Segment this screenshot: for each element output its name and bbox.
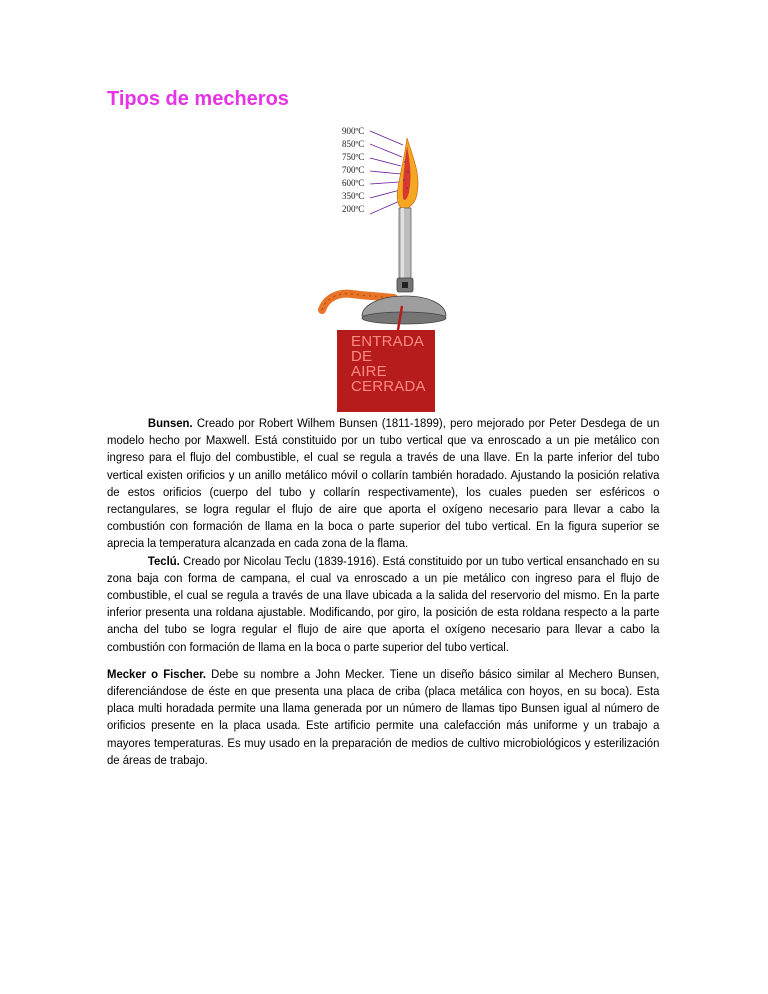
burner-tube <box>399 208 411 286</box>
paragraph-text: Debe su nombre a John Mecker. Tiene un diseño básico similar al Mechero Bunsen, diferenciándose de éste en que presenta una placa de criba (placa metálica con hoyos, en su boca). Esta placa multi horadada permite una llama generada por un número de llamas tipo Bunsen igual al número de orificios presente en la placa usada. Este artificio permite una calefacción más uniforme y un trabajo a mayores temperaturas. Es muy usado en la preparación de medios de cultivo microbiológicos y esterilización de áreas de trabajo. <box>107 666 660 767</box>
page-title: Tipos de mecheros <box>107 88 289 110</box>
paragraph-heading: Teclú. <box>147 553 180 568</box>
paragraph-text: Creado por Nicolau Teclu (1839-1916). Está constituido por un tubo vertical ensanchado en su zona baja con forma de campana, el cual va enroscado a un pie metálico con ingreso para el flujo de combustible, el cual se regula a través de una llave ubicada a la salida del reservorio del mismo. En la parte inferior presenta una roldana ajustable. Modificando, por giro, la posición de esta roldana respecto a la parte ancha del tubo se logra regular el flujo de aire que aporta el oxígeno necesario para llevar a cabo la combustión con formación de llama en la boca o parte superior del tubo vertical. <box>107 553 660 654</box>
bunsen-burner-figure <box>318 120 448 415</box>
temperature-labels <box>342 125 364 216</box>
temp-label: 600ºC <box>342 178 365 188</box>
air-label-line: DE <box>351 348 373 365</box>
air-label-line: AIRE <box>351 363 387 380</box>
paragraph-teclu <box>107 553 659 656</box>
air-label-line: CERRADA <box>351 378 426 395</box>
paragraph-heading: Mecker o Fischer. <box>107 666 207 681</box>
temp-label: 700ºC <box>342 165 365 175</box>
temp-label: 850ºC <box>342 139 365 149</box>
air-inlet-closed-label <box>337 330 435 412</box>
paragraph-text: Creado por Robert Wilhem Bunsen (1811-1899), pero mejorado por Peter Desdega de un modelo hecho por Maxwell. Está constituido por un tubo vertical que va enroscado a un pie metálico con ingreso para el flujo del combustible, el cual se regula a través de una llave. En la parte inferior del tubo vertical existen orificios y un anillo metálico móvil o collarín también horadado. Ajustando la posición relativa de estos orificios (cuerpo del tubo y collarín respectivamente), los cuales pueden ser esféricos o rectangulares, se logra regular el flujo de aire que aporta el oxígeno necesario para llevar a cabo la combustión con formación de llama en la boca o parte superior del tubo vertical. En la figura superior se aprecia la temperatura alcanzada en cada zona de la flama. <box>107 416 660 551</box>
temp-label: 200ºC <box>342 204 365 214</box>
temp-label: 750ºC <box>342 152 365 162</box>
paragraph-bunsen <box>107 415 659 553</box>
bunsen-burner-illustration <box>318 120 448 330</box>
temp-label: 900ºC <box>342 126 365 136</box>
temp-label: 350ºC <box>342 191 365 201</box>
paragraph-heading: Bunsen. <box>147 416 193 430</box>
paragraph-mecker <box>107 666 659 769</box>
document-body <box>107 415 659 769</box>
air-label-line: ENTRADA <box>351 333 425 350</box>
